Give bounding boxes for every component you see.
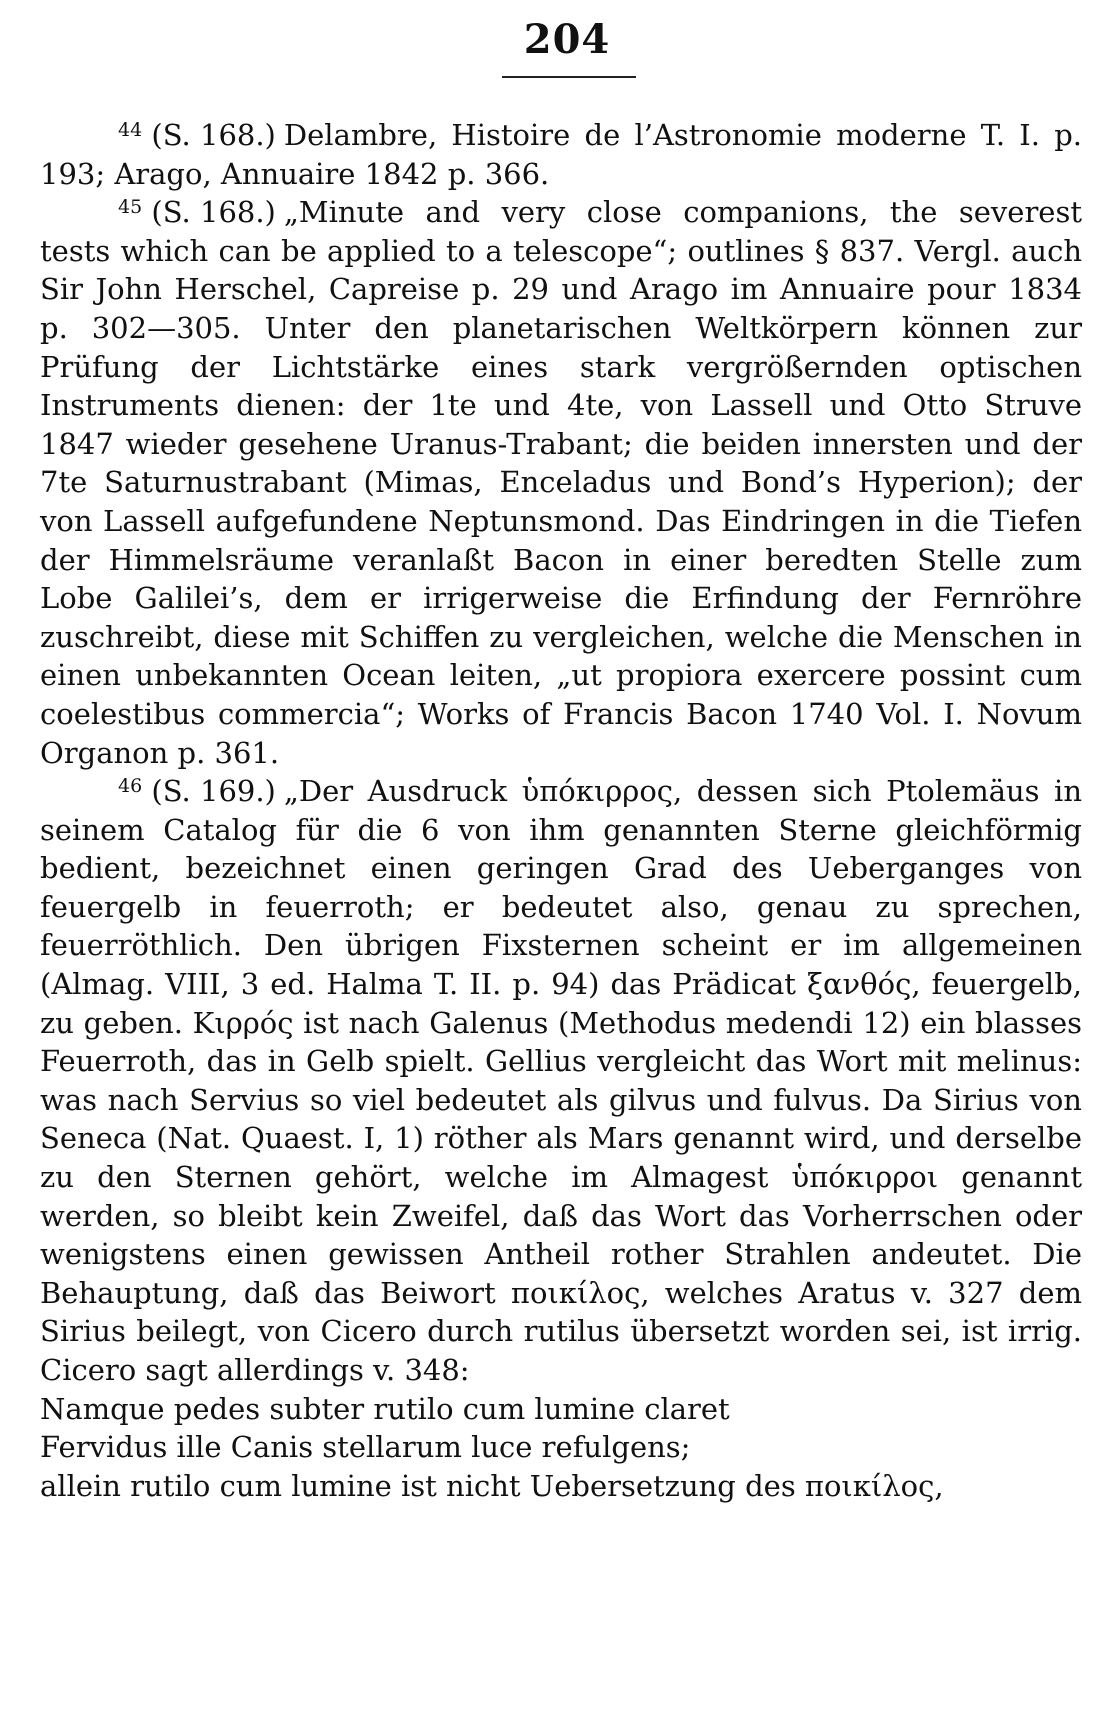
footnotes [40,116,1082,1505]
header-rule [502,76,636,78]
footnote-marker [118,116,276,155]
footnote-45 [40,193,1082,772]
page-number: 204 [523,16,611,63]
verse-quote-line: Namque pedes subter rutilo cum lumine claret [40,1391,730,1426]
footnote-number: 44 [118,119,143,141]
footnote-text: Delambre, Histoire de l’Astronomie moderne T. I. p. 193; Arago, Annuaire 1842 p. 366. [40,118,1082,191]
footnote-number: 46 [118,775,143,798]
footnote-ref: (S. 169.) [151,774,276,809]
footnote-44 [40,116,1082,193]
footnote-marker [118,193,276,232]
footnote-46 [40,772,1082,1505]
footnote-marker [118,772,276,811]
footnote-text: „Minute and very close companions, the severest tests which can be applied to a telescope“; outlines § 837. Vergl. auch Sir John Herschel, Capreise p. 29 und Arago im Annuaire pour 1834 p. 302—305. Unter den planetarischen Weltkörpern können zur Prüfung der Lichtstärke eines stark vergrößernden optischen Instruments dienen: der 1te und 4te, von Lassell und Otto Struve 1847 wieder gesehene Uranus-Trabant; die beiden innersten und der 7te Saturnustrabant (Mimas, Enceladus und Bond’s Hyperion); der von Lassell aufgefundene Neptunsmond. Das Eindringen in die Tiefen der Himmelsräume veranlaßt Bacon in einer beredten Stelle zum Lobe Galilei’s, dem er irrigerweise die Erfindung der Fernröhre zuschreibt, diese mit Schiffen zu vergleichen, welche die Menschen in einen unbekannten Ocean leiten, „ut propiora exercere possint cum coelestibus commercia“; Works of Francis Bacon 1740 Vol. I. Novum Organon p. 361. [40,195,1082,770]
closing-line: allein rutilo cum lumine ist nicht Uebersetzung des ποικίλος, [40,1468,944,1503]
footnote-text: „Der Ausdruck ὑπόκιρρος, dessen sich Ptolemäus in seinem Catalog für die 6 von ihm genannten Sterne gleichförmig bedient, bezeichnet einen geringen Grad des Ueberganges von feuergelb in feuerroth; er bedeutet also, genau zu sprechen, feuerröthlich. Den übrigen Fixsternen scheint er im allgemeinen (Almag. VIII, 3 ed. Halma T. II. p. 94) das Prädicat ξανθός, feuergelb, zu geben. Κιρρός ist nach Galenus (Methodus medendi 12) ein blasses Feuerroth, das in Gelb spielt. Gellius vergleicht das Wort mit melinus: was nach Servius so viel bedeutet als gilvus und fulvus. Da Sirius von Seneca (Nat. Quaest. I, 1) röther als Mars genannt wird, und derselbe zu den Sternen gehört, welche im Almagest ὑπόκιρροι genannt werden, so bleibt kein Zweifel, daß das Wort das Vorherrschen oder wenigstens einen gewissen Antheil rother Strahlen andeutet. Die Behauptung, daß das Beiwort ποικίλος, welches Aratus v. 327 dem Sirius beilegt, von Cicero durch rutilus übersetzt worden sei, ist irrig. Cicero sagt allerdings v. 348: [40,774,1082,1387]
footnote-number: 45 [118,196,143,219]
verse-quote-line: Fervidus ille Canis stellarum luce refulgens; [40,1430,691,1465]
book-page [40,14,1082,1505]
footnote-ref: (S. 168.) [151,118,276,152]
footnote-ref: (S. 168.) [151,195,276,230]
